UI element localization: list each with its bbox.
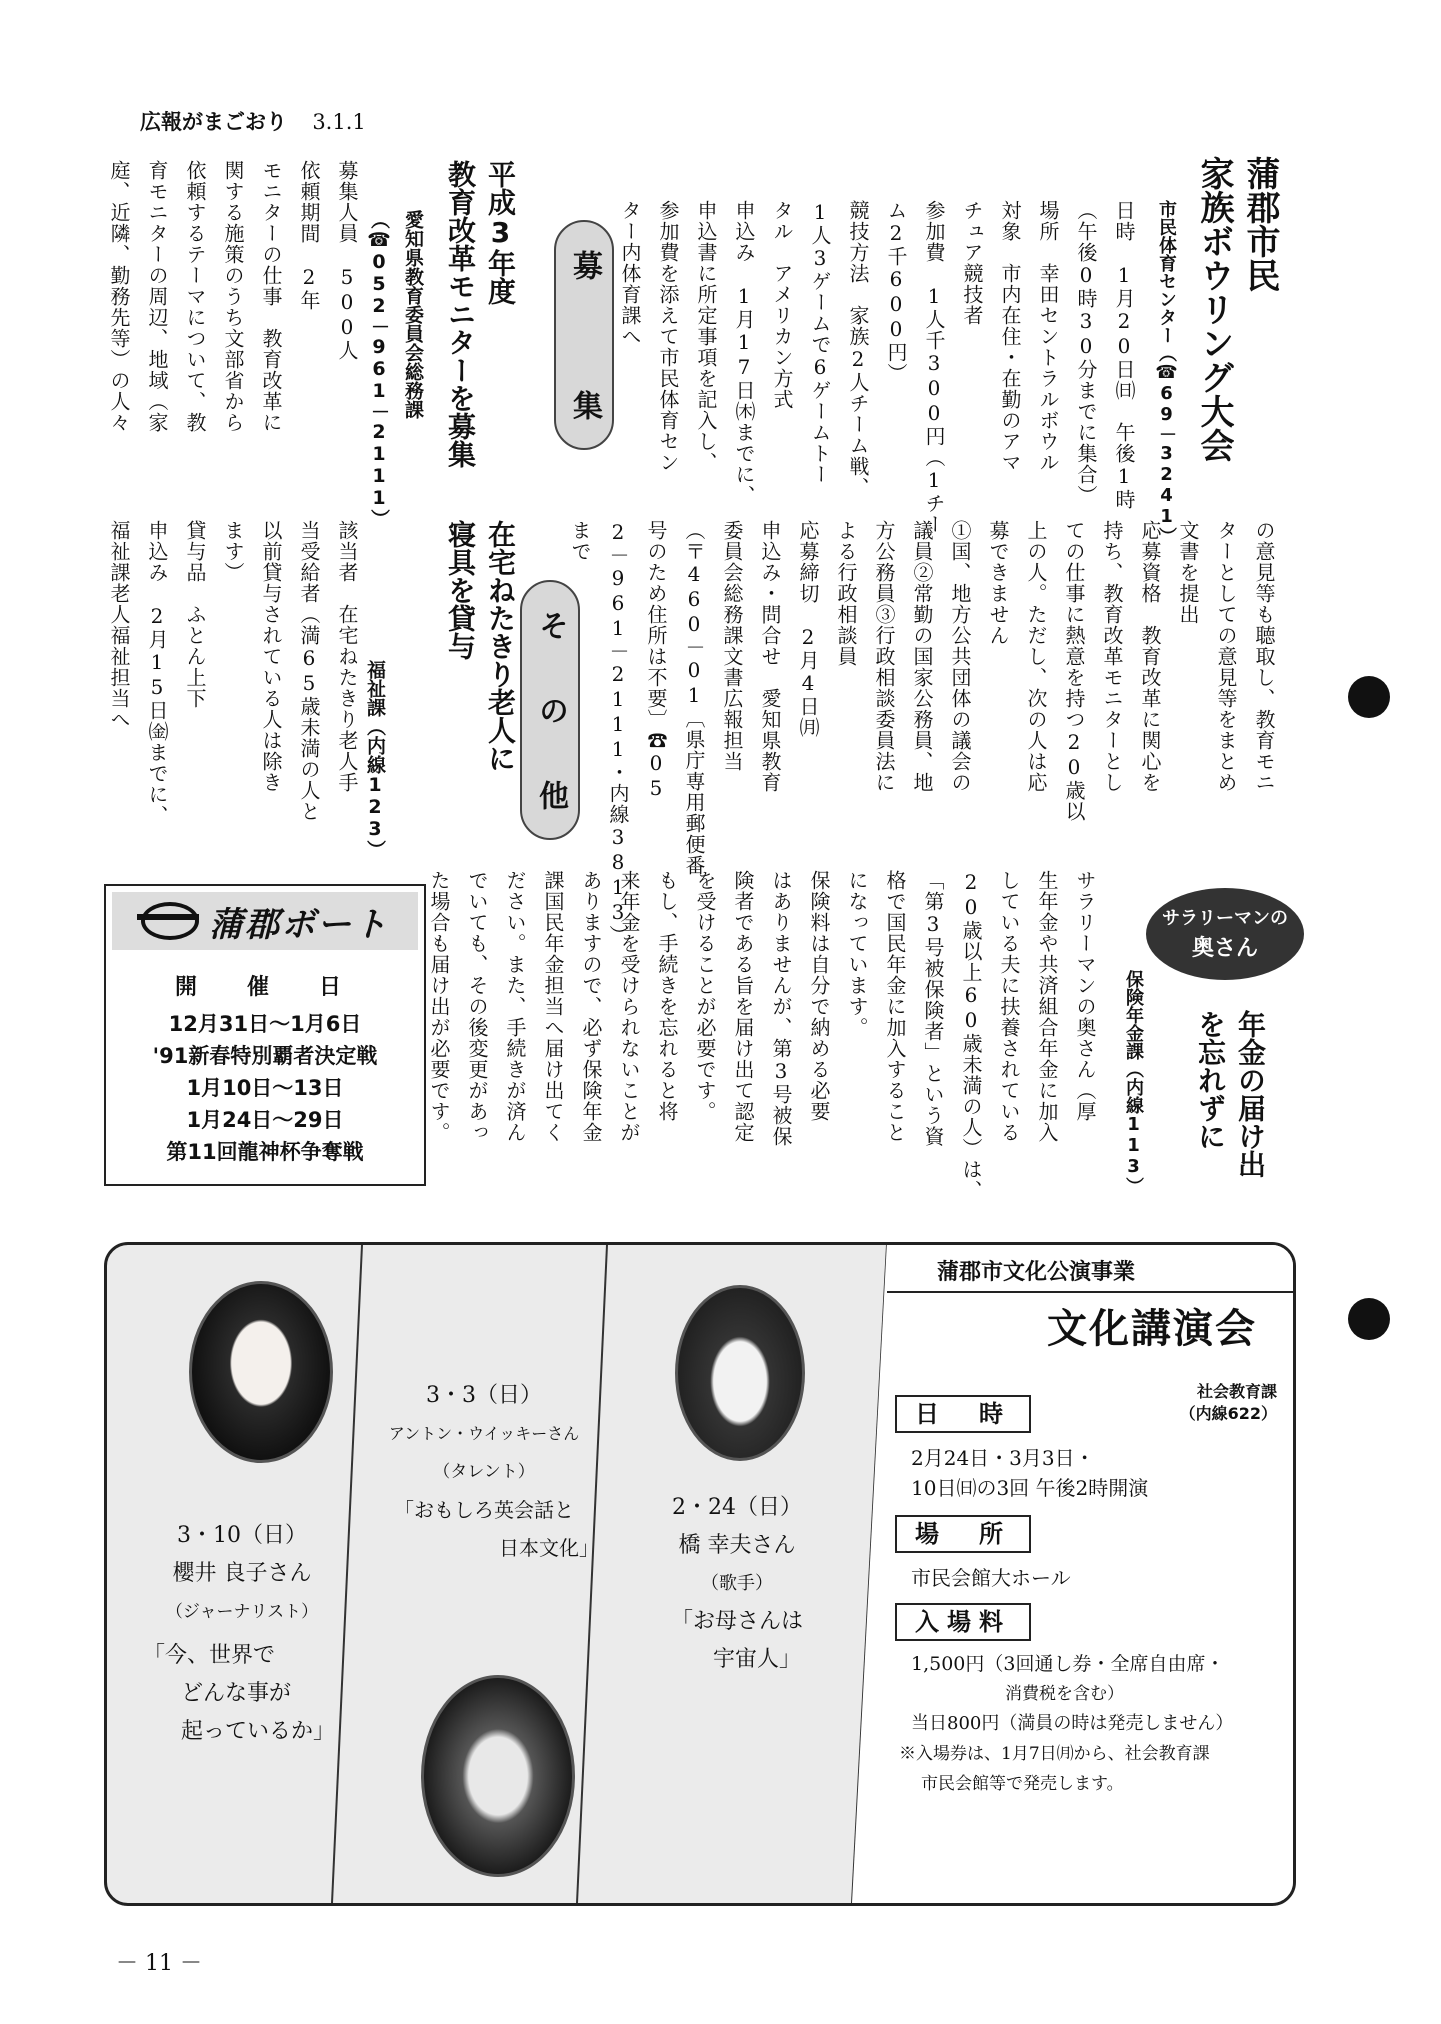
- monitor-contact: [362, 210, 430, 528]
- bedding-line: 貸与品 ふとん上下: [183, 520, 207, 709]
- pension-body: [420, 870, 1104, 1201]
- pension-title-line: 年金の届け出: [1234, 1010, 1267, 1178]
- pension-line: 「第3号被保険者」という資: [921, 870, 945, 1147]
- speaker-topic-line: 宇宙人」: [712, 1647, 801, 1672]
- pension-line: ありますので、必ず保険年金: [579, 870, 603, 1143]
- pension-line: ださい。また、手続きが済ん: [503, 870, 527, 1143]
- lecture-contact-line: 社会教育課: [1196, 1382, 1277, 1401]
- place-label: 場 所: [895, 1515, 1031, 1553]
- bedding-body: [100, 520, 366, 840]
- recruit-section-pill: [554, 220, 614, 450]
- monitor-line: 応募資格 教育改革に関心を: [1138, 520, 1162, 793]
- pension-line: た場合も届け出が必要です。: [427, 870, 451, 1143]
- monitor-line: の意見等も聴取し、教育モニ: [1252, 520, 1276, 793]
- monitor-line: モニターの仕事 教育改革に: [259, 160, 283, 433]
- monitor-title-line: 平成3年度: [484, 160, 517, 305]
- monitor-line: 2－961－2111・内線3813）: [606, 520, 630, 946]
- pension-badge: [1146, 888, 1304, 980]
- boat-logo-bar: [112, 892, 418, 950]
- monitor-line: 持ち、教育改革モニターとし: [1100, 520, 1124, 793]
- monitor-line: 募集人員 500人: [335, 160, 359, 361]
- pension-line: を受けることが必要です。: [693, 870, 717, 1122]
- monitor-line: 上の人。ただし、次の人は応: [1024, 520, 1048, 793]
- bowling-title-line: 家族ボウリング大会: [1194, 156, 1234, 462]
- bedding-title-line: 寝具を貸与: [444, 520, 477, 660]
- pension-title-line: を忘れずに: [1194, 1010, 1227, 1150]
- monitor-line: 依頼期間 2年: [297, 160, 321, 311]
- publication-date: 3.1.1: [312, 110, 366, 134]
- monitor-line: よる行政相談員: [834, 520, 858, 667]
- bowling-line: タル アメリカン方式: [770, 200, 794, 410]
- datetime-line: 2月24日・3月3日・: [911, 1446, 1095, 1470]
- monitor-line: ての仕事に熱意を持つ20歳以: [1062, 520, 1086, 822]
- pension-line: でいても、その後変更があっ: [465, 870, 489, 1143]
- datetime-label: 日 時: [895, 1395, 1031, 1433]
- bowling-title: [1191, 156, 1283, 462]
- other-pill-char: 他: [533, 780, 568, 810]
- monitor-line: 育モニターの周辺、地域（家: [145, 160, 169, 433]
- bowling-line: （午後0時30分までに集合）: [1074, 200, 1098, 506]
- speaker-card-sakurai: [127, 1517, 357, 1751]
- bedding-title-line: 在宅ねたきり老人に: [484, 520, 517, 772]
- page-number: － 11 －: [116, 1951, 202, 1976]
- monitor-contact-line: 愛知県教育委員会総務課: [402, 210, 424, 419]
- bowling-line: ム2千600円）: [884, 200, 908, 384]
- fee-line: 1,500円（3回通し券・全席自由席・: [911, 1653, 1225, 1675]
- monitor-line: 文書を提出: [1176, 520, 1200, 625]
- monitor-line: 議員②常勤の国家公務員、地: [910, 520, 934, 793]
- pension-line: 生年金や共済組合年金に加入: [1035, 870, 1059, 1143]
- monitor-line: 申込み・問合せ 愛知県教育: [758, 520, 782, 793]
- bedding-title: [440, 520, 520, 772]
- boat-race-box: [104, 884, 426, 1186]
- pension-line: 20歳以上60歳未満の人）は、: [959, 870, 983, 1201]
- boat-schedule-heading: 開 催 日: [174, 975, 355, 1000]
- bowling-line: ター内体育課へ: [618, 200, 642, 347]
- speaker-date: 3・10（日）: [177, 1523, 307, 1548]
- bedding-line: 申込み 2月15日㈮までに、: [145, 520, 169, 826]
- pension-line: 険者である旨を届け出て認定: [731, 870, 755, 1143]
- bedding-line: 当受給者（満65歳未満の人と: [297, 520, 321, 822]
- pension-badge-line: 奥さん: [1191, 936, 1258, 961]
- monitor-line: 応募締切 2月4日㈪: [796, 520, 820, 738]
- monitor-title: [440, 160, 520, 468]
- speaker-card-hashi: [622, 1489, 852, 1679]
- speaker-topic-line: 日本文化」: [499, 1536, 599, 1560]
- other-pill-char: の: [533, 695, 568, 725]
- ticket-note-line: ※入場券は、1月7日㈪から、社会教育課: [899, 1744, 1210, 1764]
- speaker-photo-sakurai: [189, 1281, 333, 1463]
- speaker-topic-line: 「今、世界で: [143, 1643, 276, 1668]
- pension-line: もし、手続きを忘れると将: [655, 870, 679, 1122]
- ticket-note-line: 市民会館等で発売します。: [921, 1774, 1124, 1794]
- bedding-line: 該当者 在宅ねたきり老人手: [335, 520, 359, 793]
- bowling-line: 競技方法 家族2人チーム戦、: [846, 200, 870, 498]
- lecture-kicker: 蒲郡市文化公演事業: [937, 1260, 1136, 1285]
- monitor-line: （〒460－01〔県庁専用郵便番: [682, 520, 706, 876]
- speaker-role: （歌手）: [701, 1573, 773, 1594]
- boat-schedule-line: '91新春特別覇者決定戦: [152, 1044, 378, 1068]
- pension-line: 保険料は自分で納める必要: [807, 870, 831, 1122]
- monitor-contact-line: （☎052－961－2111）: [368, 210, 390, 528]
- bowling-line: 参加費を添えて市民体育セン: [656, 200, 680, 473]
- fee-label: 入場料: [895, 1603, 1031, 1641]
- boat-logo-icon: [141, 902, 199, 940]
- bowling-line: 申込書に所定事項を記入し、: [694, 200, 718, 473]
- other-pill-char: そ: [533, 610, 568, 640]
- publication-title: 広報がまごおり: [140, 110, 287, 134]
- lecture-panel: [104, 1242, 1296, 1906]
- speaker-topic-line: 起っているか」: [181, 1719, 336, 1744]
- pension-line: 格で国民年金に加入すること: [883, 870, 907, 1143]
- monitor-line: まで: [568, 520, 592, 562]
- boat-schedule-line: 1月10日～13日: [186, 1076, 344, 1100]
- bowling-line: 申込み 1月17日㈭までに、: [732, 200, 756, 506]
- lecture-contact-line: （内線622）: [1179, 1404, 1277, 1423]
- speaker-topic-line: 「お母さんは: [670, 1609, 803, 1634]
- pension-line: 来年金を受けられないことが: [617, 870, 641, 1143]
- boat-schedule-line: 12月31日～1月6日: [168, 1012, 362, 1036]
- publication-header: [140, 106, 366, 136]
- bedding-line: 福祉課老人福祉担当へ: [107, 520, 131, 730]
- recruit-pill-char: 募: [567, 250, 602, 280]
- bowling-line: 場所 幸田セントラルボウル: [1036, 200, 1060, 473]
- monitor-line: 委員会総務課文書広報担当: [720, 520, 744, 772]
- pension-badge-line: サラリーマンの: [1162, 908, 1288, 929]
- pension-line: 課国民年金担当へ届け出てく: [541, 870, 565, 1143]
- pension-contact: 保険年金課（内線113）: [1123, 970, 1144, 1195]
- speaker-role: （ジャーナリスト）: [165, 1602, 319, 1622]
- monitor-body-left: [100, 160, 366, 480]
- fee-line: 消費税を含む）: [1005, 1684, 1124, 1704]
- monitor-line: 号のため住所は不要〕☎05: [644, 520, 668, 801]
- bowling-contact: 市民体育センター（☎69－3241）: [1156, 200, 1177, 545]
- speaker-card-wickey: [369, 1377, 599, 1567]
- bowling-line: 日時 1月20日㈰ 午後1時: [1112, 200, 1136, 510]
- monitor-line: ターとしての意見等をまとめ: [1214, 520, 1238, 793]
- lecture-details: [895, 1395, 1285, 1799]
- speaker-role: （タレント）: [433, 1462, 535, 1482]
- pension-line: サラリーマンの奥さん（厚: [1073, 870, 1097, 1122]
- place-value: 市民会館大ホール: [911, 1566, 1071, 1590]
- speaker-photo-wickey: [421, 1675, 575, 1877]
- monitor-line: 依頼するテーマについて、教: [183, 160, 207, 433]
- bowling-line: 1人3ゲームで6ゲームトー: [808, 200, 832, 485]
- speaker-name: 櫻井 良子さん: [172, 1561, 312, 1586]
- speaker-name: 橋 幸夫さん: [678, 1533, 796, 1558]
- boat-schedule-line: 第11回龍神杯争奪戦: [166, 1140, 364, 1164]
- monitor-line: 関する施策のうち文部省から: [221, 160, 245, 433]
- pension-title: [1190, 1010, 1270, 1178]
- lecture-title: 文化講演会: [1047, 1306, 1257, 1352]
- monitor-line: 方公務員③行政相談委員法に: [872, 520, 896, 793]
- bedding-line: 以前貸与されている人は除き: [259, 520, 283, 793]
- monitor-line: 募できません: [986, 520, 1010, 646]
- bedding-contact: 福祉課（内線123）: [364, 660, 386, 859]
- speaker-photo-hashi: [675, 1285, 805, 1461]
- boat-schedule-line: 1月24日～29日: [186, 1108, 344, 1132]
- monitor-line: ①国、地方公共団体の議会の: [948, 520, 972, 793]
- boat-schedule: [106, 972, 424, 1168]
- boat-logo-text: 蒲郡ボート: [209, 904, 389, 945]
- speaker-date: 3・3（日）: [426, 1383, 542, 1408]
- bedding-line: ます）: [221, 520, 245, 583]
- bowling-line: 参加費 1人千300円（1チー: [922, 200, 946, 535]
- pension-line: になっています。: [845, 870, 869, 1038]
- bowling-title-line: 蒲郡市民: [1240, 156, 1280, 292]
- bowling-line: チュア競技者: [960, 200, 984, 326]
- fee-line: 当日800円（満員の時は発売しません）: [911, 1713, 1234, 1734]
- margin-dot: [1348, 1298, 1390, 1340]
- speaker-name: アントン・ウイッキーさん: [388, 1424, 580, 1443]
- recruit-pill-char: 集: [567, 390, 602, 420]
- speaker-topic: [127, 1637, 357, 1751]
- datetime-line: 10日㈰の3回 午後2時開演: [911, 1476, 1149, 1500]
- speaker-topic-line: 「おもしろ英会話と: [394, 1498, 574, 1522]
- pension-line: はありませんが、第3号被保: [769, 870, 793, 1147]
- monitor-title-line: 教育改革モニターを募集: [444, 160, 477, 468]
- bowling-line: 対象 市内在住・在勤のアマ: [998, 200, 1022, 473]
- speaker-topic-line: どんな事が: [181, 1681, 292, 1706]
- margin-dot: [1348, 676, 1390, 718]
- monitor-line: 庭、近隣、勤務先等）の人々: [107, 160, 131, 433]
- speaker-date: 2・24（日）: [672, 1495, 802, 1520]
- pension-line: している夫に扶養されている: [997, 870, 1021, 1143]
- bowling-body: [611, 200, 1143, 535]
